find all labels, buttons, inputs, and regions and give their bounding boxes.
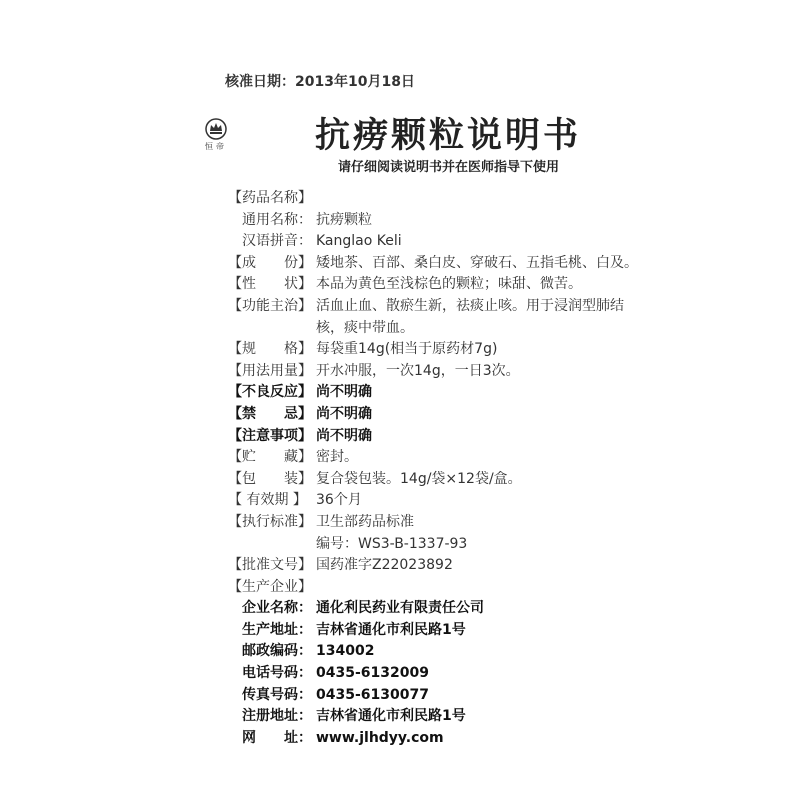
approval-date: 核准日期：2013年10月18日 [225, 74, 415, 90]
field-label: 【药品名称】 [228, 190, 312, 206]
field-value: 36个月 [316, 492, 362, 509]
field-value: 复合袋包装。14g/袋×12袋/盒。 [316, 470, 522, 487]
field-label: 【批准文号】 [228, 557, 312, 574]
field-row [228, 663, 708, 685]
field-value: 吉林省通化市利民路1号 [316, 621, 466, 638]
field-label: 【 有效期 】 [228, 492, 307, 509]
field-label: 【性 状】 [228, 276, 312, 293]
field-label: 【执行标准】 [228, 513, 312, 530]
field-row [228, 382, 708, 404]
field-value: 0435-6130077 [316, 686, 429, 703]
field-value: 尚不明确 [316, 427, 372, 444]
field-label: 【功能主治】 [228, 297, 312, 314]
field-value [316, 577, 708, 599]
field-value: 国药准字Z22023892 [316, 557, 453, 574]
field-label: 注册地址： [242, 708, 312, 725]
field-row [228, 555, 708, 577]
field-label: 【包 装】 [228, 470, 312, 487]
field-row [228, 253, 708, 275]
field-row [228, 512, 708, 534]
field-row [228, 706, 708, 728]
field-label: 生产地址： [242, 621, 312, 638]
field-value[interactable]: www.jlhdyy.com [316, 729, 444, 746]
field-row [228, 641, 708, 663]
field-label: 通用名称： [242, 211, 312, 228]
logo-text: 恒帝 [205, 142, 227, 151]
field-row [228, 426, 708, 448]
field-value: 密封。 [316, 449, 358, 466]
field-value: 尚不明确 [316, 384, 372, 401]
field-value: 134002 [316, 643, 375, 660]
field-value: Kanglao Keli [316, 233, 402, 250]
field-value: 尚不明确 [316, 405, 372, 422]
field-row [228, 534, 708, 556]
field-value [316, 188, 708, 210]
field-value: 抗痨颗粒 [316, 211, 372, 228]
field-label: 【不良反应】 [228, 384, 312, 401]
field-value: 0435-6132009 [316, 665, 429, 682]
field-label: 【贮 藏】 [228, 449, 312, 466]
field-label: 【规 格】 [228, 341, 312, 358]
field-row [228, 274, 708, 296]
field-value: 通化利民药业有限责任公司 [316, 600, 484, 617]
field-row [228, 339, 708, 361]
field-row [228, 361, 708, 383]
field-row [228, 490, 708, 512]
leaflet-fields [228, 188, 708, 749]
field-row [228, 728, 708, 750]
field-label: 【注意事项】 [228, 427, 312, 444]
field-label: 【禁 忌】 [228, 405, 312, 422]
field-value: 本品为黄色至浅棕色的颗粒；味甜、微苦。 [316, 276, 582, 293]
field-row [228, 296, 708, 318]
document-title: 抗痨颗粒说明书 [315, 116, 582, 156]
field-row [228, 231, 708, 253]
field-row [228, 210, 708, 232]
field-value: 活血止血、散瘀生新，祛痰止咳。用于浸润型肺结 [316, 297, 624, 314]
field-label: 【生产企业】 [228, 578, 312, 595]
field-row [228, 685, 708, 707]
document-subtitle: 请仔细阅读说明书并在医师指导下使用 [338, 160, 560, 175]
field-row [228, 188, 708, 210]
field-label: 网 址： [242, 729, 312, 746]
field-row [228, 318, 708, 340]
field-label: 传真号码： [242, 686, 312, 703]
field-value: 核，痰中带血。 [316, 319, 414, 336]
field-label: 邮政编码： [242, 643, 312, 660]
field-value: 编号：WS3-B-1337-93 [316, 535, 468, 552]
field-label: 电话号码： [242, 665, 312, 682]
field-row [228, 447, 708, 469]
field-row [228, 620, 708, 642]
field-row [228, 404, 708, 426]
field-value: 每袋重14g(相当于原药材7g) [316, 341, 498, 358]
field-label: 企业名称： [242, 600, 312, 617]
field-row [228, 598, 708, 620]
field-value: 吉林省通化市利民路1号 [316, 708, 466, 725]
field-value: 卫生部药品标准 [316, 513, 414, 530]
field-label: 【用法用量】 [228, 362, 312, 379]
crown-logo-icon [204, 117, 228, 141]
field-value: 矮地茶、百部、桑白皮、穿破石、五指毛桃、白及。 [316, 254, 638, 271]
field-label: 【成 份】 [228, 254, 312, 271]
field-row [228, 577, 708, 599]
brand-logo [198, 117, 234, 152]
field-value: 开水冲服，一次14g，一日3次。 [316, 362, 520, 379]
field-label: 汉语拼音： [242, 233, 312, 250]
field-row [228, 469, 708, 491]
